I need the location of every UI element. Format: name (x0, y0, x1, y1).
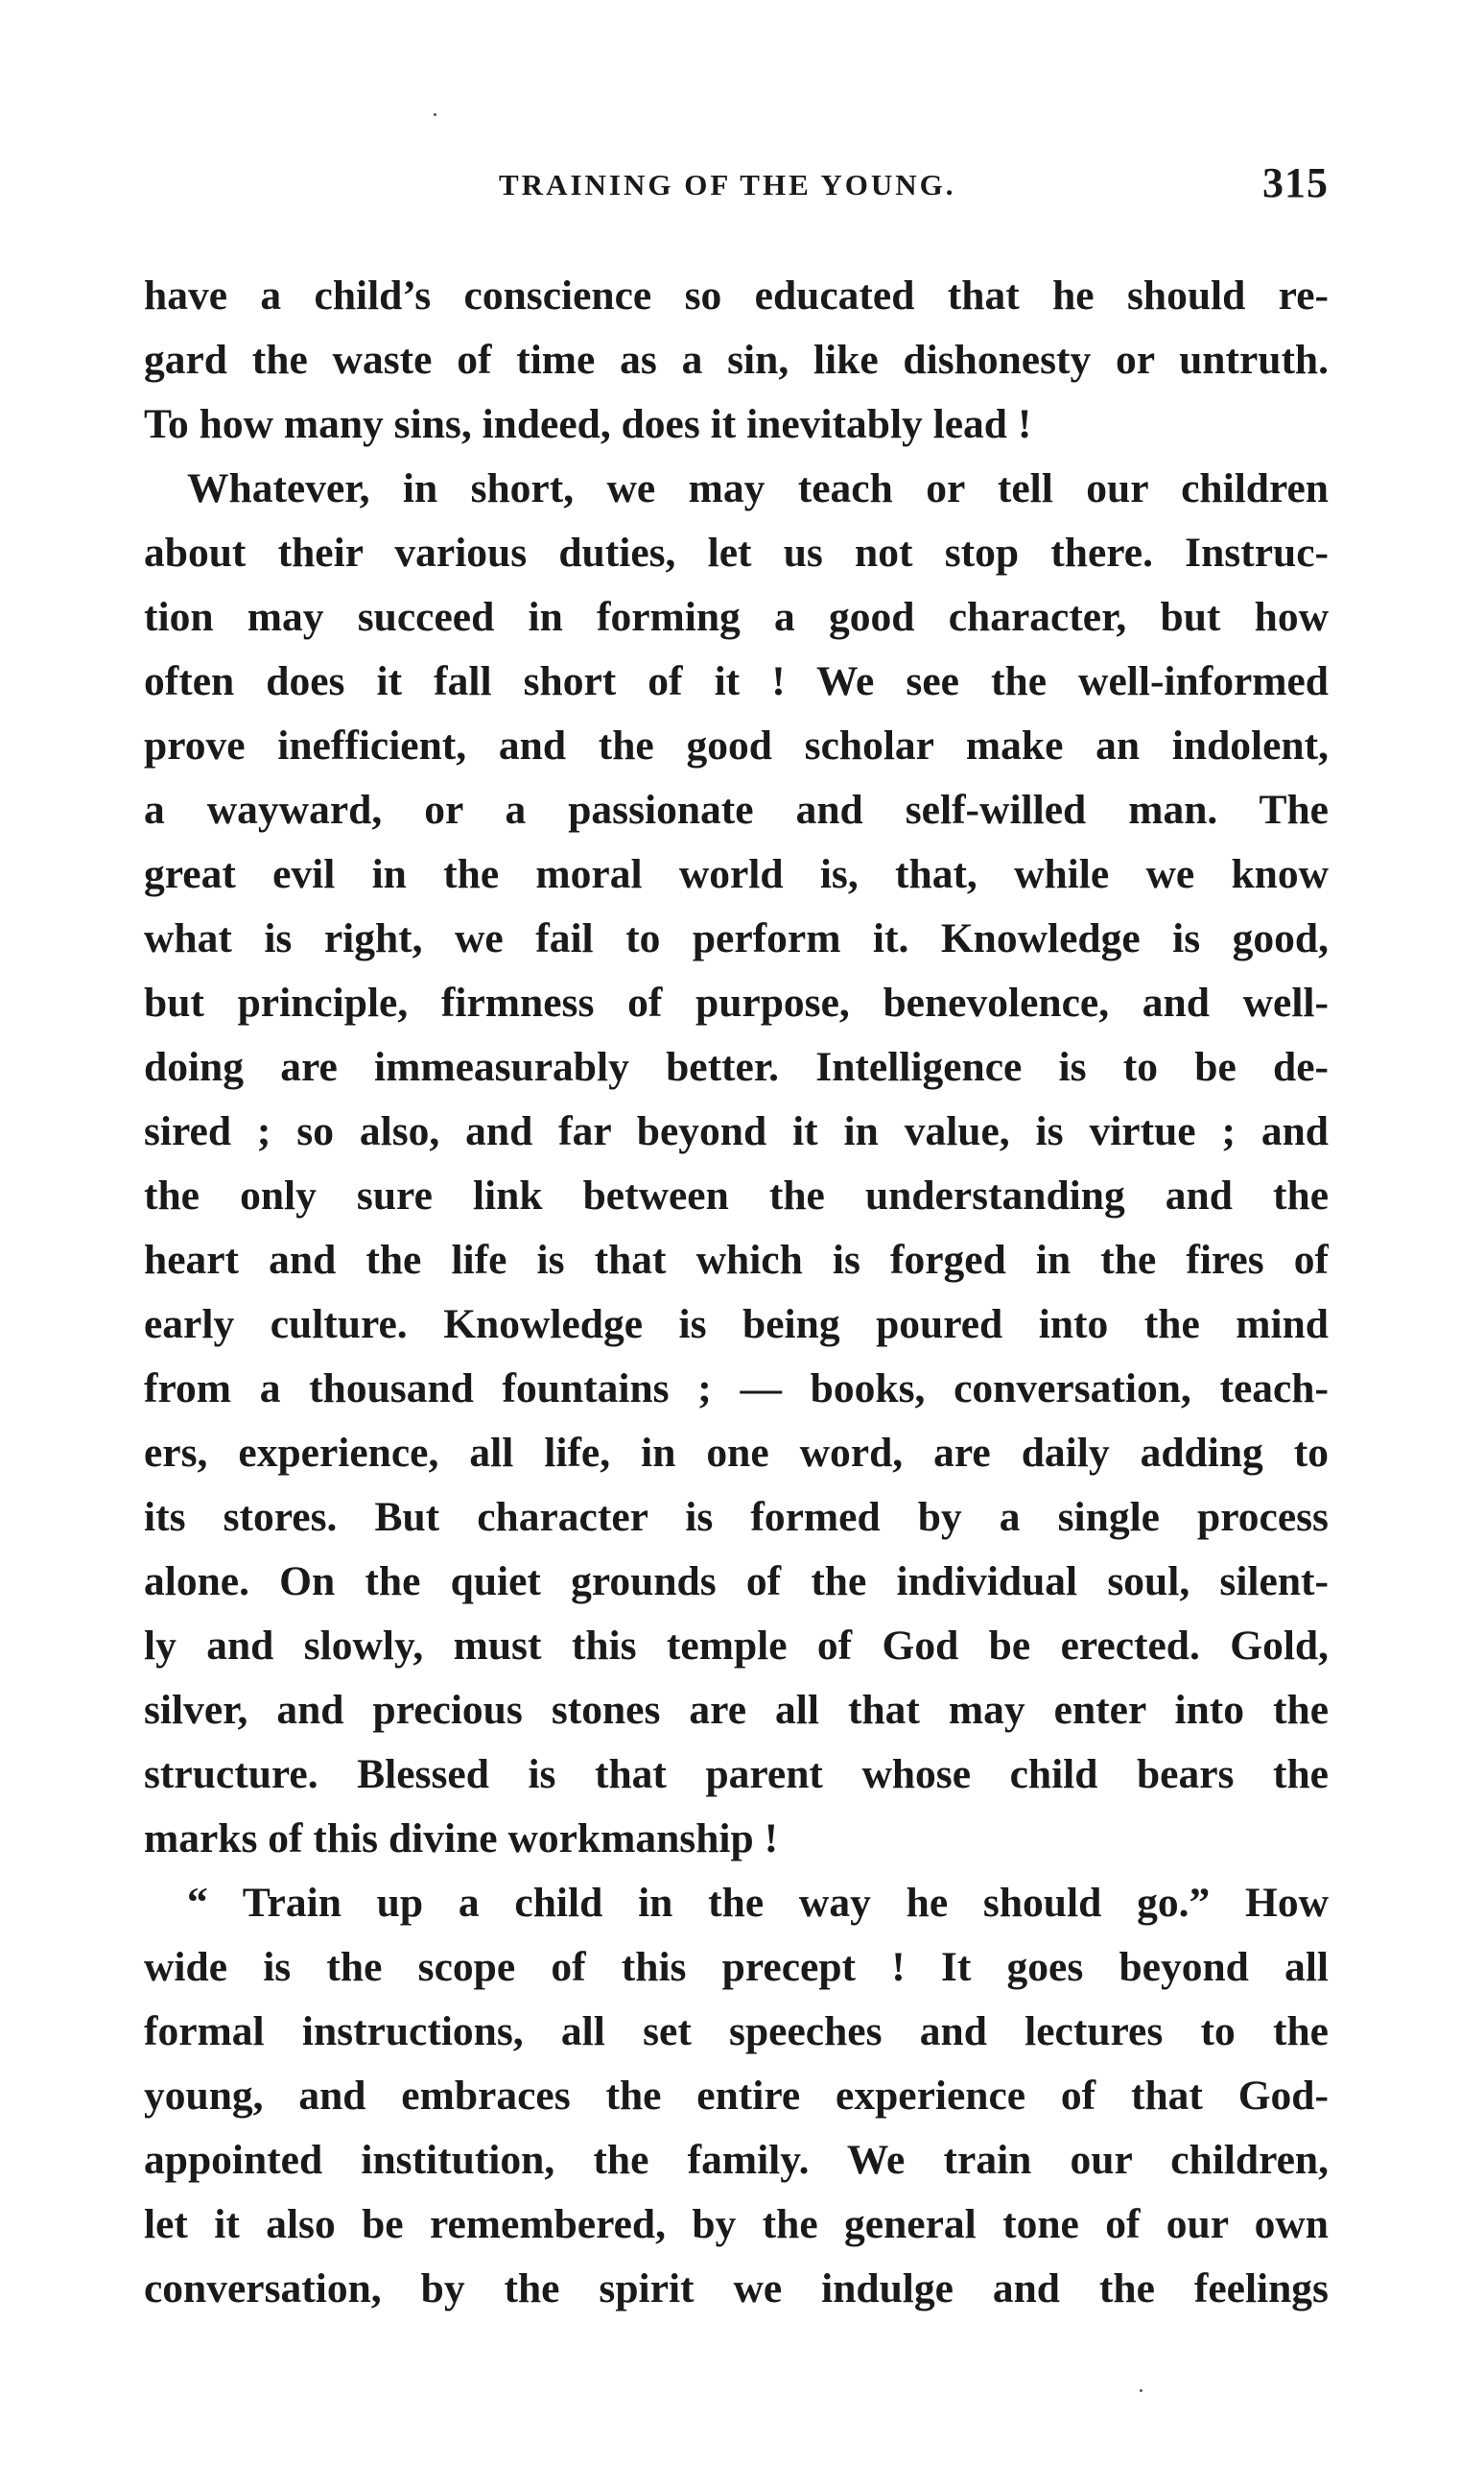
text-line: the only sure link between the understanding and the (144, 1173, 1329, 1219)
text-line: ers, experience, all life, in one word, are daily adding to (144, 1430, 1329, 1476)
text-line: gard the waste of time as a sin, like dishonesty or untruth. (144, 337, 1329, 383)
running-title: TRAINING OF THE YOUNG. (499, 168, 956, 201)
text-line: what is right, we fail to perform it. Knowledge is good, (144, 915, 1329, 961)
text-line: its stores. But character is formed by a single process (144, 1494, 1329, 1540)
text-line: structure. Blessed is that parent whose child bears the (144, 1751, 1329, 1797)
text-line: appointed institution, the family. We train our children, (144, 2137, 1329, 2183)
text-line: silver, and precious stones are all that may enter into the (144, 1687, 1329, 1733)
text-line: about their various duties, let us not stop there. Instruc- (144, 530, 1329, 576)
text-line: heart and the life is that which is forged in the fires of (144, 1237, 1329, 1283)
text-line: marks of this divine workmanship ! (144, 1815, 779, 1861)
text-line: young, and embraces the entire experience of that God- (144, 2073, 1329, 2119)
text-line: early culture. Knowledge is being poured into the mind (144, 1301, 1329, 1347)
body-text (144, 264, 1329, 2321)
text-line: prove inefficient, and the good scholar make an indolent, (144, 723, 1329, 769)
text-line: often does it fall short of it ! We see the well-informed (144, 658, 1329, 704)
print-speck (434, 113, 436, 116)
text-line: from a thousand fountains ; — books, conversation, teach- (144, 1365, 1329, 1411)
text-line: have a child’s conscience so educated that he should re- (144, 273, 1329, 319)
text-line: conversation, by the spirit we indulge and the feelings (144, 2265, 1329, 2311)
text-line: alone. On the quiet grounds of the individual soul, silent- (144, 1558, 1329, 1604)
page-number: 315 (1262, 159, 1329, 206)
text-line: sired ; so also, and far beyond it in value, is virtue ; and (144, 1108, 1329, 1154)
text-line: a wayward, or a passionate and self-willed man. The (144, 787, 1329, 833)
text-line: let it also be remembered, by the general tone of our own (144, 2201, 1329, 2247)
text-line: wide is the scope of this precept ! It goes beyond all (144, 1944, 1329, 1990)
text-line: tion may succeed in forming a good character, but how (144, 594, 1329, 640)
text-line: formal instructions, all set speeches and lectures to the (144, 2008, 1329, 2054)
text-line: “ Train up a child in the way he should go.” How (187, 1880, 1329, 1926)
text-line: To how many sins, indeed, does it inevitably lead ! (144, 401, 1032, 447)
text-line: Whatever, in short, we may teach or tell our children (187, 465, 1329, 511)
text-line: great evil in the moral world is, that, while we know (144, 851, 1329, 897)
page-header (144, 158, 1329, 216)
text-line: doing are immeasurably better. Intelligence is to be de- (144, 1044, 1329, 1090)
text-line: but principle, firmness of purpose, benevolence, and well- (144, 980, 1329, 1026)
text-line: ly and slowly, must this temple of God be erected. Gold, (144, 1623, 1329, 1669)
print-speck (1140, 2389, 1142, 2392)
